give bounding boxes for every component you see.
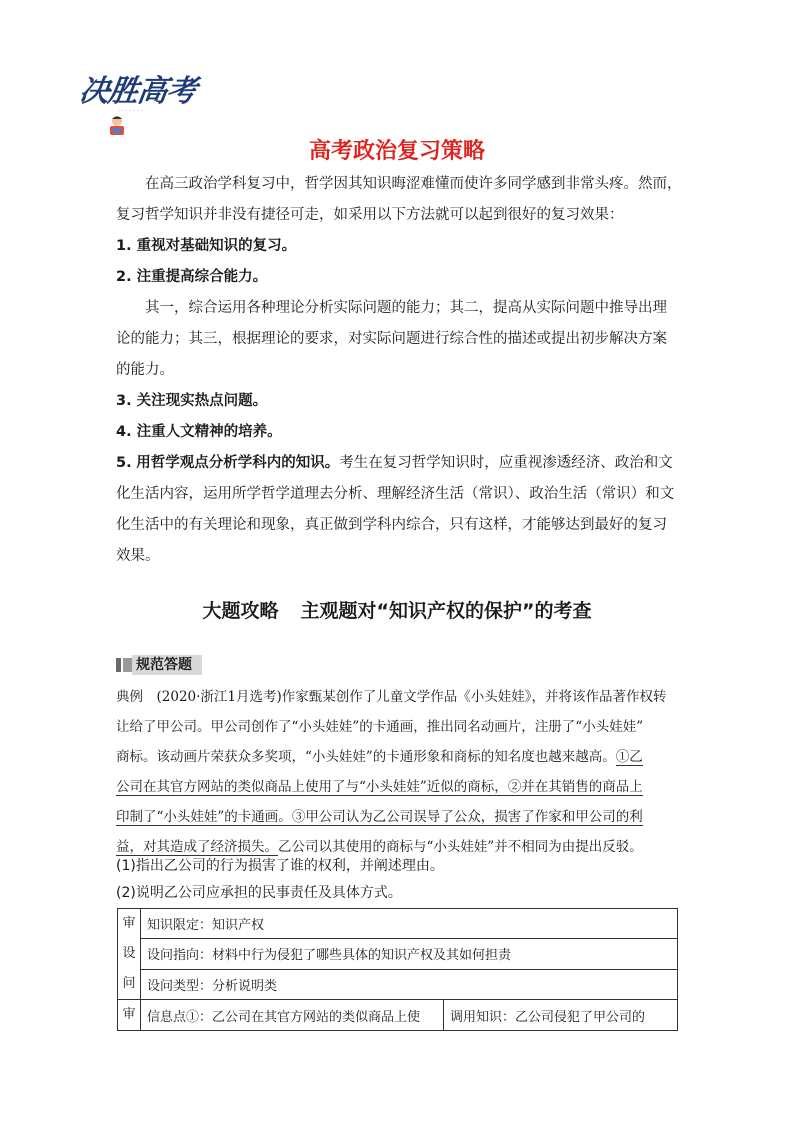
question-1: (1)指出乙公司的行为损害了谁的权利，并阐述理由。 [116,858,444,874]
point5-detail-line: 化生活内容，运用所学哲学道理去分析、理解经济生活（常识）、政治生活（常识）和文 [116,486,675,502]
point5-detail-line: 化生活中的有关理论和现象，真正做到学科内综合，只有这样，才能够达到最好的复习 [116,517,667,533]
section-title: 大题攻略 主观题对“知识产权的保护”的考查 [202,600,592,622]
point2-detail-line: 其一，综合运用各种理论分析实际问题的能力；其二，提高从实际问题中推导出理 [145,300,667,316]
table-cell: 调用知识：乙公司侵犯了甲公司的 [444,1000,678,1031]
analysis-table [117,908,678,1031]
example-line: 商标。该动画片荣获众多奖项，“小头娃娃”的卡通形象和商标的知名度也越来越高。①乙 [116,749,643,765]
tag-label: 规范答题 [132,655,202,675]
example-line: 印制了“小头娃娃”的卡通画。③甲公司认为乙公司误导了公众，损害了作家和甲公司的利 [116,809,643,825]
points-block [116,231,682,572]
example-line: 益，对其造成了经济损失。乙公司以其使用的商标与“小头娃娃”并不相同为由提出反驳。 [116,839,643,855]
example-passage [116,682,682,862]
table-cell: 信息点①：乙公司在其官方网站的类似商品上使 [141,1000,444,1031]
logo-text: 决胜高考 [77,74,198,109]
point5-detail-line: 效果。 [116,548,160,564]
intro-paragraph [116,169,682,231]
point-4: 4. 注重人文精神的培养。 [116,424,282,440]
logo [77,64,210,144]
tag-marker-icon [116,658,132,672]
intro-line: 在高三政治学科复习中，哲学因其知识晦涩难懂而使许多同学感到非常头疼。然而， [145,176,682,192]
question-2: (2)说明乙公司应承担的民事责任及具体方式。 [116,885,402,901]
point2-detail-line: 论的能力；其三，根据理论的要求，对实际问题进行综合性的描述或提出初步解决方案 [116,331,667,347]
point-3: 3. 关注现实热点问题。 [116,393,268,409]
answer-tag [116,655,202,675]
table-group-head: 审 [118,1000,141,1031]
logo-tagline: · · · · · · · [118,108,143,115]
point-1: 1. 重视对基础知识的复习。 [116,238,297,254]
intro-line: 复习哲学知识并非没有捷径可走，如采用以下方法就可以起到很好的复习效果： [116,207,624,223]
example-line: 典例 (2020·浙江1月选考)作家甄某创作了儿童文学作品《小头娃娃》，并将该作品著作权转 [116,689,667,705]
table-group-head: 审 设 问 [118,909,141,1000]
point2-detail-line: 的能力。 [116,362,174,378]
example-line: 让给了甲公司。甲公司创作了“小头娃娃”的卡通画，推出同名动画片，注册了“小头娃娃” [116,719,644,735]
table-cell: 设问类型：分析说明类 [141,969,678,999]
document-title: 高考政治复习策略 [308,139,485,164]
point-2: 2. 注重提高综合能力。 [116,269,268,285]
table-cell: 设问指向：材料中行为侵犯了哪些具体的知识产权及其如何担责 [141,939,678,969]
table-cell: 知识限定：知识产权 [141,909,678,939]
example-line: 公司在其官方网站的类似商品上使用了与“小头娃娃”近似的商标，②并在其销售的商品上 [116,779,643,795]
point-5: 5. 用哲学观点分析学科内的知识。考生在复习哲学知识时，应重视渗透经济、政治和文 [116,455,673,471]
